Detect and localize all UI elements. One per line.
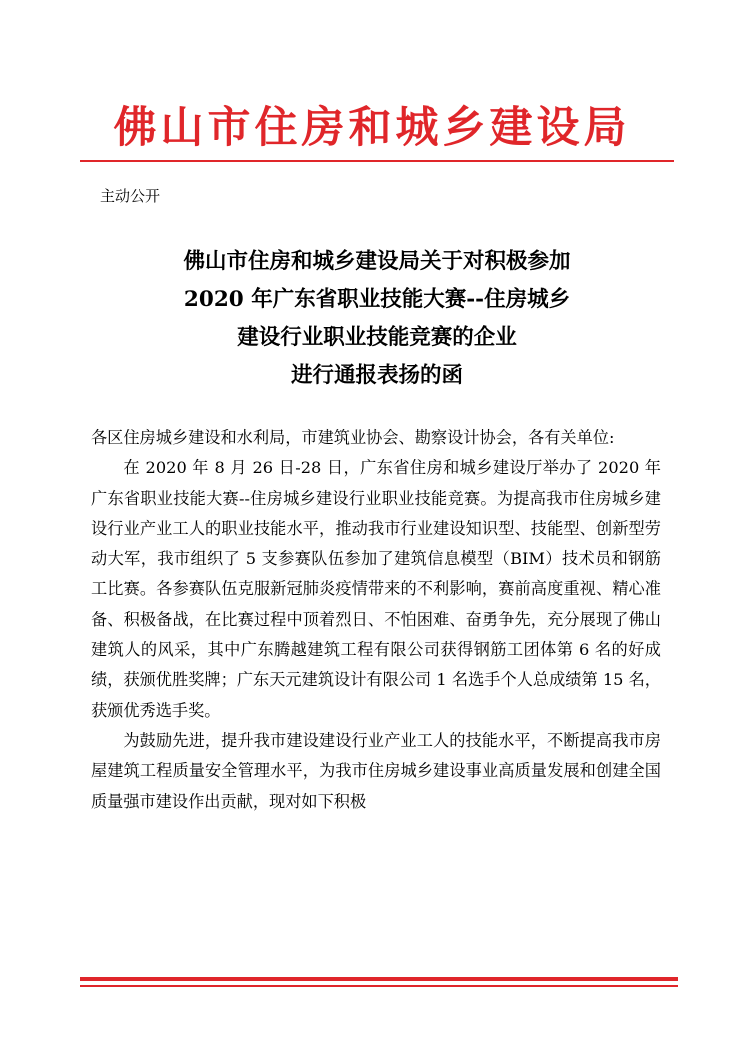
title-line-4: 进行通报表扬的函 (290, 363, 463, 388)
body-paragraph-1: 在 2020 年 8 月 26 日-28 日，广东省住房和城乡建设厅举办了 2020 年广东省职业技能大赛--住房城乡建设行业职业技能竞赛。为提高我市住房城乡建设行业产业工人的职业技能水平，推动我市行业建设知识型、技能型、创新型劳动大军，我市组织了 5 支参赛队伍参加了建筑信息模型（BIM）技术员和钢筋工比赛。各参赛队伍克服新冠肺炎疫情带来的不利影响，赛前高度重视、精心准备、积极备战，在比赛过程中顶着烈日、不怕困难、奋勇争先，充分展现了佛山建筑人的风采，其中广东腾越建筑工程有限公司获得钢筋工团体第 6 名的好成绩，获颁优胜奖牌；广东天元建筑设计有限公司 1 名选手个人总成绩第 15 名，获颁优秀选手奖。 (91, 458, 661, 720)
footer-divider-thick (80, 977, 678, 981)
footer-divider-thin (80, 985, 678, 987)
agency-masthead: 佛山市住房和城乡建设局 (113, 103, 631, 153)
body-paragraph-2: 为鼓励先进，提升我市建设建设行业产业工人的技能水平，不断提高我市房屋建筑工程质量安全管理水平，为我市住房城乡建设事业高质量发展和创建全国质量强市建设作出贡献，现对如下积极 (91, 730, 661, 811)
title-line-3: 建设行业职业技能竞赛的企业 (237, 325, 517, 350)
recipients-line: 各区住房城乡建设和水利局，市建筑业协会、勘察设计协会，各有关单位: (91, 428, 615, 447)
disclosure-label: 主动公开 (100, 187, 161, 205)
title-line-1: 佛山市住房和城乡建设局关于对积极参加 (183, 249, 571, 274)
document-body (91, 423, 661, 817)
masthead-divider (80, 160, 674, 162)
title-line-2: 2020 年广东省职业技能大赛--住房城乡 (183, 287, 571, 312)
document-title (80, 243, 674, 395)
